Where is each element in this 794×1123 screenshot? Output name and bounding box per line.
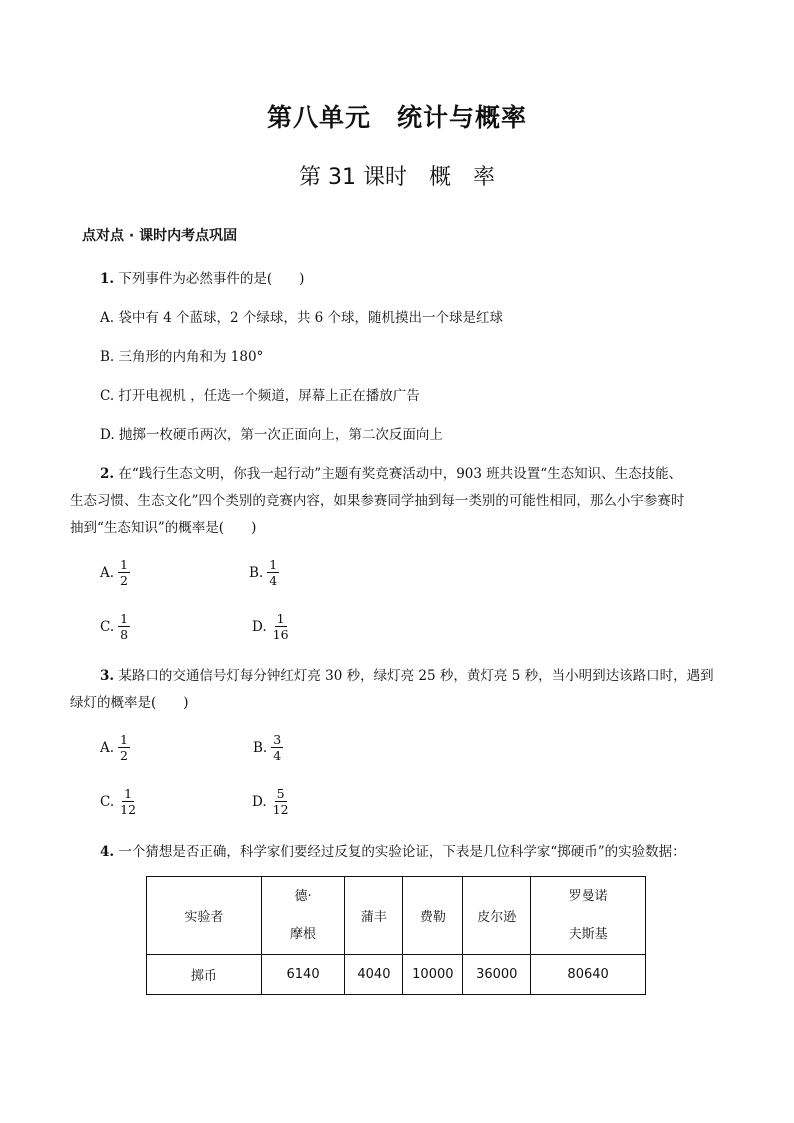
q2-option-a-fraction <box>118 557 130 588</box>
header-experimenter: 实验者 <box>147 877 262 955</box>
q3-option-d-label: D. <box>252 793 267 810</box>
q1-option-b: B. 三角形的内角和为 180° <box>100 349 264 365</box>
q2-option-b <box>249 557 279 588</box>
q2-option-c-label: C. <box>100 618 115 635</box>
q3-c-numerator: 1 <box>124 786 133 801</box>
unit-title: 第八单元 统计与概率 <box>266 103 527 132</box>
q2-option-b-label: B. <box>249 564 264 581</box>
cell-de-morgan-tosses: 6140 <box>261 955 345 995</box>
question-3-number: 3. <box>100 668 115 684</box>
q3-option-c <box>100 786 138 817</box>
q2-c-denominator: 8 <box>120 627 129 642</box>
cell-buffon-tosses: 4040 <box>345 955 403 995</box>
header-romanovsky: 罗曼诺 夫斯基 <box>531 877 646 955</box>
q1-option-a: A. 袋中有 4 个蓝球，2 个绿球，共 6 个球，随机摸出一个球是红球 <box>100 310 504 326</box>
q2-option-b-fraction <box>267 557 279 588</box>
header-pearson: 皮尔逊 <box>463 877 531 955</box>
q3-option-a-fraction <box>118 732 130 763</box>
q3-d-numerator: 5 <box>276 786 285 801</box>
cell-feller-tosses: 10000 <box>403 955 463 995</box>
header-feller: 费勒 <box>403 877 463 955</box>
question-4-stem: 一个猜想是否正确，科学家们要经过反复的实验论证，下表是几位科学家“掷硬币”的实验数据： <box>114 844 686 860</box>
cell-pearson-tosses: 36000 <box>463 955 531 995</box>
header-buffon: 蒲丰 <box>345 877 403 955</box>
q3-d-denominator: 12 <box>272 802 289 817</box>
q2-option-a-label: A. <box>100 564 115 581</box>
q3-option-b-fraction <box>271 732 283 763</box>
question-3-line-2: 绿灯的概率是( ) <box>70 695 189 711</box>
q3-option-b-label: B. <box>253 739 268 756</box>
q2-d-numerator: 1 <box>276 611 285 626</box>
q2-option-a <box>100 557 130 588</box>
q3-option-c-label: C. <box>100 793 115 810</box>
question-3-text-1: 某路口的交通信号灯每分钟红灯亮 30 秒，绿灯亮 25 秒，黄灯亮 5 秒，当小明到达该路口时，遇到 <box>114 668 714 684</box>
question-4-number: 4. <box>100 844 115 860</box>
cell-romanovsky-tosses: 80640 <box>531 955 646 995</box>
q3-c-denominator: 12 <box>120 802 137 817</box>
question-2-line-3: 抽到“生态知识”的概率是( ) <box>70 520 257 536</box>
question-2-line-1 <box>100 464 682 484</box>
q2-d-denominator: 16 <box>272 627 289 642</box>
q3-a-denominator: 2 <box>120 748 128 763</box>
table-row <box>147 955 646 995</box>
q3-option-b <box>253 732 283 763</box>
question-2-line-2: 生态习惯、生态文化”四个类别的竞赛内容，如果参赛同学抽到每一类别的可能性相同，那么小宇参赛时 <box>70 493 685 509</box>
question-1 <box>100 269 304 289</box>
q3-b-denominator: 4 <box>273 748 282 763</box>
table-header-row <box>147 877 646 955</box>
q2-option-d <box>252 611 291 642</box>
q2-option-d-fraction <box>271 611 291 642</box>
q2-option-d-label: D. <box>252 618 267 635</box>
q3-option-d-fraction <box>271 786 291 817</box>
question-4 <box>100 842 686 862</box>
coin-toss-table <box>146 876 646 995</box>
question-2-text-1: 在“践行生态文明，你我一起行动”主题有奖竞赛活动中，903 班共设置“生态知识、生态技能、 <box>114 466 683 482</box>
q3-option-a <box>100 732 130 763</box>
q2-a-denominator: 2 <box>120 573 128 588</box>
q3-b-numerator: 3 <box>273 732 282 747</box>
question-1-number: 1. <box>100 271 115 287</box>
q2-c-numerator: 1 <box>120 611 129 626</box>
question-2-number: 2. <box>100 466 115 482</box>
q2-a-numerator: 1 <box>120 557 128 572</box>
q2-option-c <box>100 611 130 642</box>
question-3-line-1 <box>100 666 714 686</box>
q2-b-numerator: 1 <box>269 557 278 572</box>
section-title: 点对点 · 课时内考点巩固 <box>82 228 238 244</box>
q1-option-d: D. 抛掷一枚硬币两次，第一次正面向上，第二次反面向上 <box>100 427 443 443</box>
question-1-stem: 下列事件为必然事件的是( ) <box>114 271 305 287</box>
q1-option-c: C. 打开电视机 ，任选一个频道，屏幕上正在播放广告 <box>100 388 420 404</box>
q3-option-c-fraction <box>118 786 138 817</box>
row-label-tosses: 掷币 <box>147 955 262 995</box>
q2-option-c-fraction <box>118 611 130 642</box>
header-de-morgan: 德· 摩根 <box>261 877 345 955</box>
lesson-title: 第 31 课时 概 率 <box>299 165 495 190</box>
q3-option-a-label: A. <box>100 739 115 756</box>
q2-b-denominator: 4 <box>269 573 278 588</box>
q3-a-numerator: 1 <box>120 732 128 747</box>
q3-option-d <box>252 786 291 817</box>
